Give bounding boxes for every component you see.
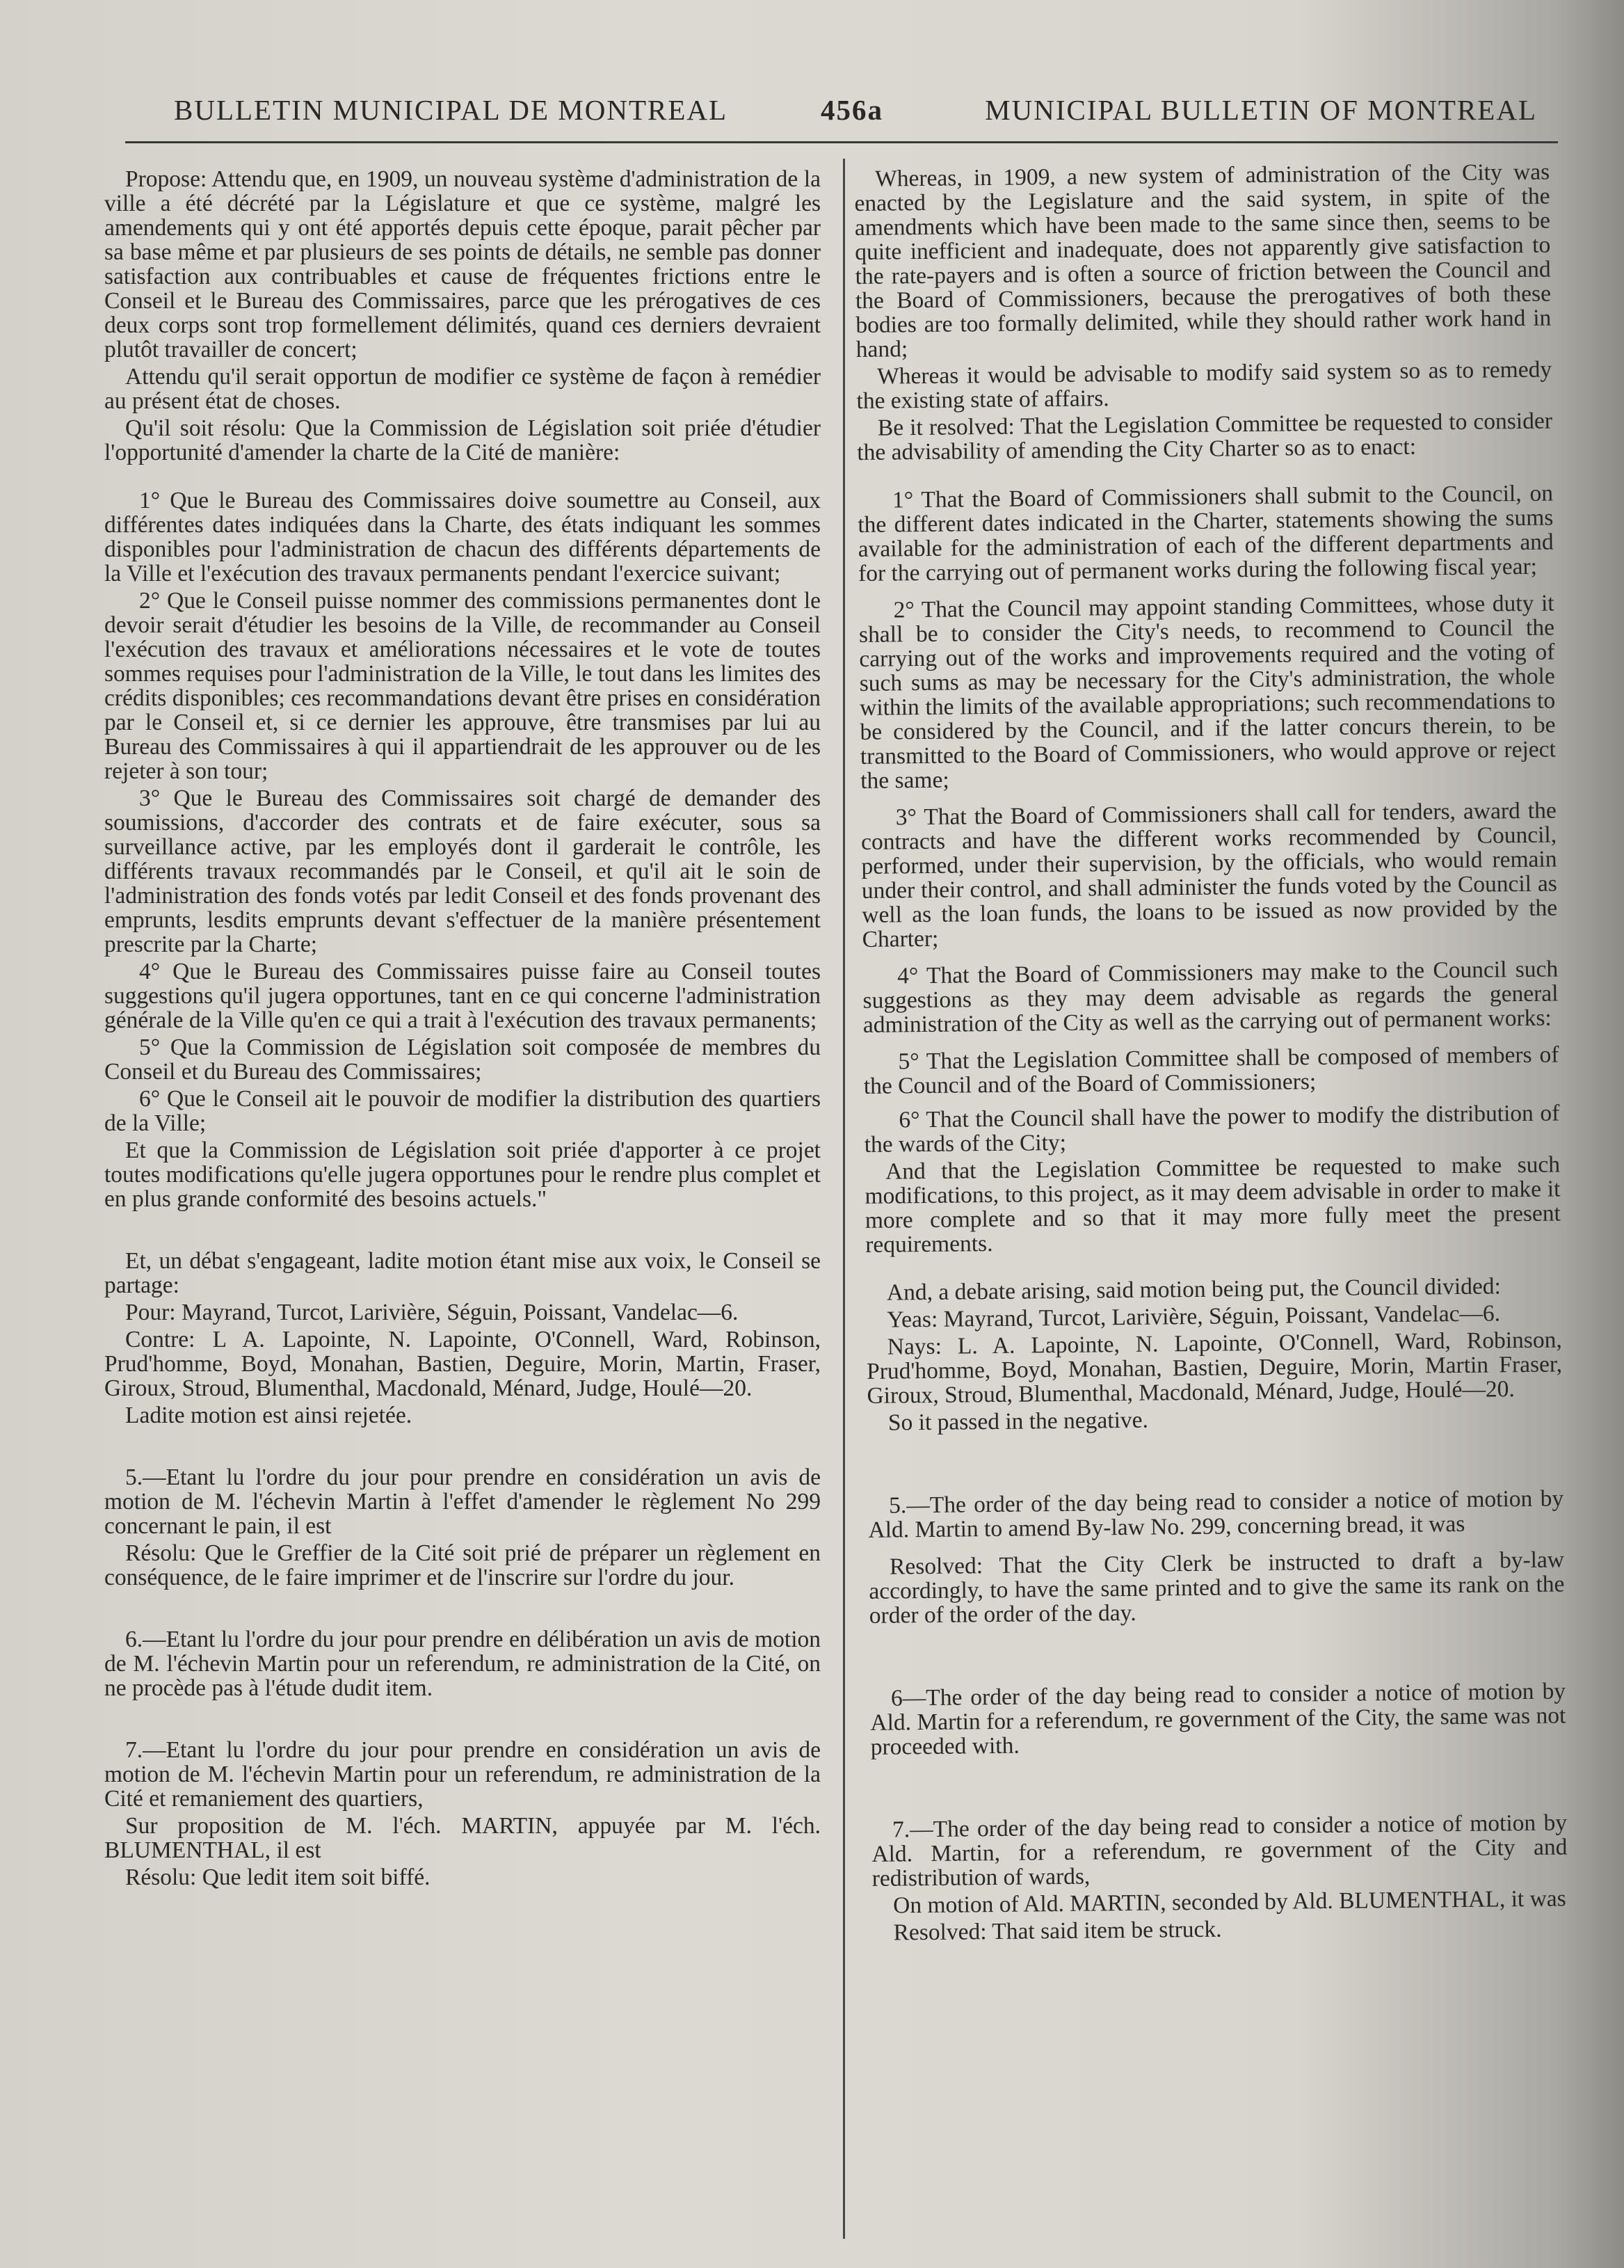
fr-paragraph: Attendu qu'il serait opportun de modifier ce système de façon à remédier au présent état de choses.: [104, 364, 821, 414]
fr-paragraph: 6° Que le Conseil ait le pouvoir de modifier la distribution des quartiers de la Ville;: [104, 1086, 821, 1136]
fr-paragraph: Résolu: Que le Greffier de la Cité soit prié de préparer un règlement en conséquence, de le faire imprimer et de l'inscrire sur l'ordre du jour.: [104, 1540, 821, 1590]
en-paragraph: Whereas it would be advisable to modify said system so as to remedy the existing state of affairs.: [856, 356, 1552, 414]
fr-paragraph: Sur proposition de M. l'éch. MARTIN, appuyée par M. l'éch. BLUMENTHAL, il est: [104, 1813, 821, 1863]
en-paragraph: 5.—The order of the day being read to consider a notice of motion by Ald. Martin to amend By-law No. 299, concerning bread, it was: [868, 1485, 1564, 1543]
page-number: 456a: [821, 94, 883, 126]
fr-paragraph: 4° Que le Bureau des Commissaires puisse faire au Conseil toutes suggestions qu'il jugera opportunes, tant en ce qui concerne l'administration générale de la Ville qu'en ce qui a trait à l'exécution des travaux permanents;: [104, 959, 821, 1033]
en-paragraph: 6° That the Council shall have the power to modify the distribution of the wards of the City;: [864, 1100, 1560, 1158]
en-paragraph: 6—The order of the day being read to consider a notice of motion by Ald. Martin for a referendum, re government of the City, the same was not proceeded with.: [870, 1678, 1566, 1760]
header-rule: [125, 141, 1558, 143]
en-paragraph: Nays: L. A. Lapointe, N. Lapointe, O'Connell, Ward, Robinson, Prud'homme, Boyd, Monahan, Bastien, Deguire, Morin, Martin Fraser, Giroux, Stroud, Blumenthal, Macdonald, Ménard, Judge, Houlé—20.: [866, 1327, 1563, 1409]
fr-paragraph: Contre: L A. Lapointe, N. Lapointe, O'Connell, Ward, Robinson, Prud'homme, Boyd, Monahan, Bastien, Deguire, Morin, Martin, Fraser, Giroux, Stroud, Blumenthal, Macdonald, Ménard, Judge, Houlé—20.: [104, 1327, 821, 1401]
fr-paragraph: Résolu: Que ledit item soit biffé.: [125, 1864, 431, 1890]
en-paragraph: 3° That the Board of Commissioners shall call for tenders, award the contracts and have the different works recommended by Council, performed, under their supervision, by the officials, who would remain under their control, and shall administer the funds voted by the Council as well as the loan funds, the loans to be issued as now provided by the Charter;: [860, 797, 1558, 952]
en-paragraph: And that the Legislation Committee be requested to make such modifications, to this project, as it may deem advisable in order to make it more complete and so that it may more fully meet the present requirements.: [865, 1151, 1561, 1258]
fr-paragraph: 1° Que le Bureau des Commissaires doive soumettre au Conseil, aux différentes dates indiquées dans la Charte, des états indiquant les sommes disponibles pour l'administration de chacun des différents départements de la Ville et l'exécution des travaux permanents pendant l'exercice suivant;: [104, 488, 821, 586]
page-header: [125, 83, 1558, 132]
fr-paragraph: Propose: Attendu que, en 1909, un nouveau système d'administration de la ville a été décrété par la Législature et que ce système, malgré les amendements qui y ont été apportés depuis cette époque, parait pêcher par sa base même et par plusieurs de ses points de détails, ne semble pas donner satisfaction aux contribuables et cause de fréquentes frictions entre le Conseil et le Bureau des Commissaires, parce que les prérogatives de ces deux corps sont trop formellement délimités, quand ces derniers devraient plutôt travailler de concert;: [104, 166, 821, 362]
en-paragraph: Whereas, in 1909, a new system of administration of the City was enacted by the Legislature and the said system, in spite of the amendments which have been made to the same since then, seems to be quite inefficient and inadequate, does not apparently give satisfaction to the rate-payers and is often a source of friction between the Council and the Board of Commissioners, because the prerogatives of both these bodies are too formally delimited, while they should rather work hand in hand;: [854, 159, 1552, 362]
en-paragraph: Resolved: That the City Clerk be instructed to draft a by-law accordingly, to have the same printed and to give the same its rank on the order of the order of the day.: [869, 1547, 1565, 1629]
en-paragraph: And, a debate arising, said motion being put, the Council divided:: [886, 1273, 1502, 1306]
en-paragraph: Resolved: That said item be struck.: [893, 1916, 1222, 1946]
en-paragraph: On motion of Ald. MARTIN, seconded by Ald. BLUMENTHAL, it was: [892, 1885, 1566, 1919]
en-paragraph: 7.—The order of the day being read to consider a notice of motion by Ald. Martin, for a referendum, re government of the City and redistribution of wards,: [871, 1810, 1568, 1892]
en-paragraph: 2° That the Council may appoint standing Committees, whose duty it shall be to consider the City's needs, to recommend to Council the carrying out of the works and improvements required and the voting of such sums as may be necessary for the City's administration, the whole within the limits of the available appropriations; such recommendations to be considered by the Council, and if the latter concurs therein, to be transmitted to the Board of Commissioners, who would approve or reject the same;: [858, 590, 1557, 794]
fr-paragraph: Et que la Commission de Législation soit priée d'apporter à ce projet toutes modifications qu'elle jugera opportunes pour le rendre plus complet et en plus grande conformité des besoins actuels.": [104, 1137, 821, 1212]
en-paragraph: 1° That the Board of Commissioners shall submit to the Council, on the different dates indicated in the Charter, statements showing the sums available for the administration of each of the different departments and for the carrying out of permanent works during the following fiscal year;: [858, 480, 1554, 586]
fr-paragraph: 3° Que le Bureau des Commissaires soit chargé de demander des soumissions, d'accorder des contrats et de faire exécuter, sous sa surveillance active, par les employés dont il garderait le contrôle, les différents travaux recommandés par le Conseil, et qu'il ait le soin de l'administration des fonds votés par ledit Conseil et des fonds provenant des emprunts, lesdits emprunts devant s'effectuer de la manière présentement prescrite par la Charte;: [104, 785, 821, 957]
en-paragraph: Yeas: Mayrand, Turcot, Larivière, Séguin, Poissant, Vandelac—6.: [887, 1300, 1501, 1333]
fr-paragraph: 5° Que la Commission de Législation soit composée de membres du Conseil et du Bureau des Commissaires;: [104, 1035, 821, 1085]
fr-paragraph: Ladite motion est ainsi rejetée.: [125, 1403, 412, 1428]
fr-paragraph: 6.—Etant lu l'ordre du jour pour prendre en délibération un avis de motion de M. l'échevin Martin pour un referendum, re administration de la Cité, on ne procède pas à l'étude dudit item.: [104, 1627, 821, 1701]
fr-paragraph: 7.—Etant lu l'ordre du jour pour prendre en considération un avis de motion de M. l'échevin Martin pour un referendum, re administration de la Cité et remaniement des quartiers,: [104, 1737, 821, 1812]
french-column: [104, 167, 821, 1892]
fr-paragraph: Pour: Mayrand, Turcot, Larivière, Séguin, Poissant, Vandelac—6.: [125, 1300, 739, 1325]
english-column: [854, 160, 1568, 1948]
header-title-english: MUNICIPAL BULLETIN OF MONTREAL: [985, 94, 1537, 126]
en-paragraph: 4° That the Board of Commissioners may make to the Council such suggestions as they may deem advisable as regards the general administration of the City as well as the carrying out of permanent works:: [862, 956, 1559, 1038]
column-divider: [843, 159, 845, 2239]
fr-paragraph: Et, un débat s'engageant, ladite motion étant mise aux voix, le Conseil se partage:: [104, 1248, 821, 1298]
header-title-french: BULLETIN MUNICIPAL DE MONTREAL: [174, 94, 728, 126]
fr-paragraph: 5.—Etant lu l'ordre du jour pour prendre en considération un avis de motion de M. l'échevin Martin à l'effet d'amender le règlement No 299 concernant le pain, il est: [104, 1464, 821, 1539]
en-paragraph: 5° That the Legislation Committee shall be composed of members of the Council and of the Board of Commissioners;: [863, 1041, 1559, 1099]
fr-paragraph: 2° Que le Conseil puisse nommer des commissions permanentes dont le devoir serait d'étudier les besoins de la Ville, de recommander au Conseil l'exécution des travaux et améliorations nécessaires et le vote de toutes sommes requises pour l'administration de la Ville, le tout dans les limites des crédits disponibles; ces recommandations devant être prises en considération par le Conseil et, si ce dernier les approuve, être transmises par lui au Bureau des Commissaires à qui il appartiendrait de les approuver ou de les rejeter à son tour;: [104, 588, 821, 784]
en-paragraph: So it passed in the negative.: [887, 1407, 1149, 1436]
fr-paragraph: Qu'il soit résolu: Que la Commission de Législation soit priée d'étudier l'opportunité d'amender la charte de la Cité de manière:: [104, 415, 821, 465]
en-paragraph: Be it resolved: That the Legislation Committee be requested to consider the advisability of amending the City Charter so as to enact:: [857, 408, 1553, 465]
